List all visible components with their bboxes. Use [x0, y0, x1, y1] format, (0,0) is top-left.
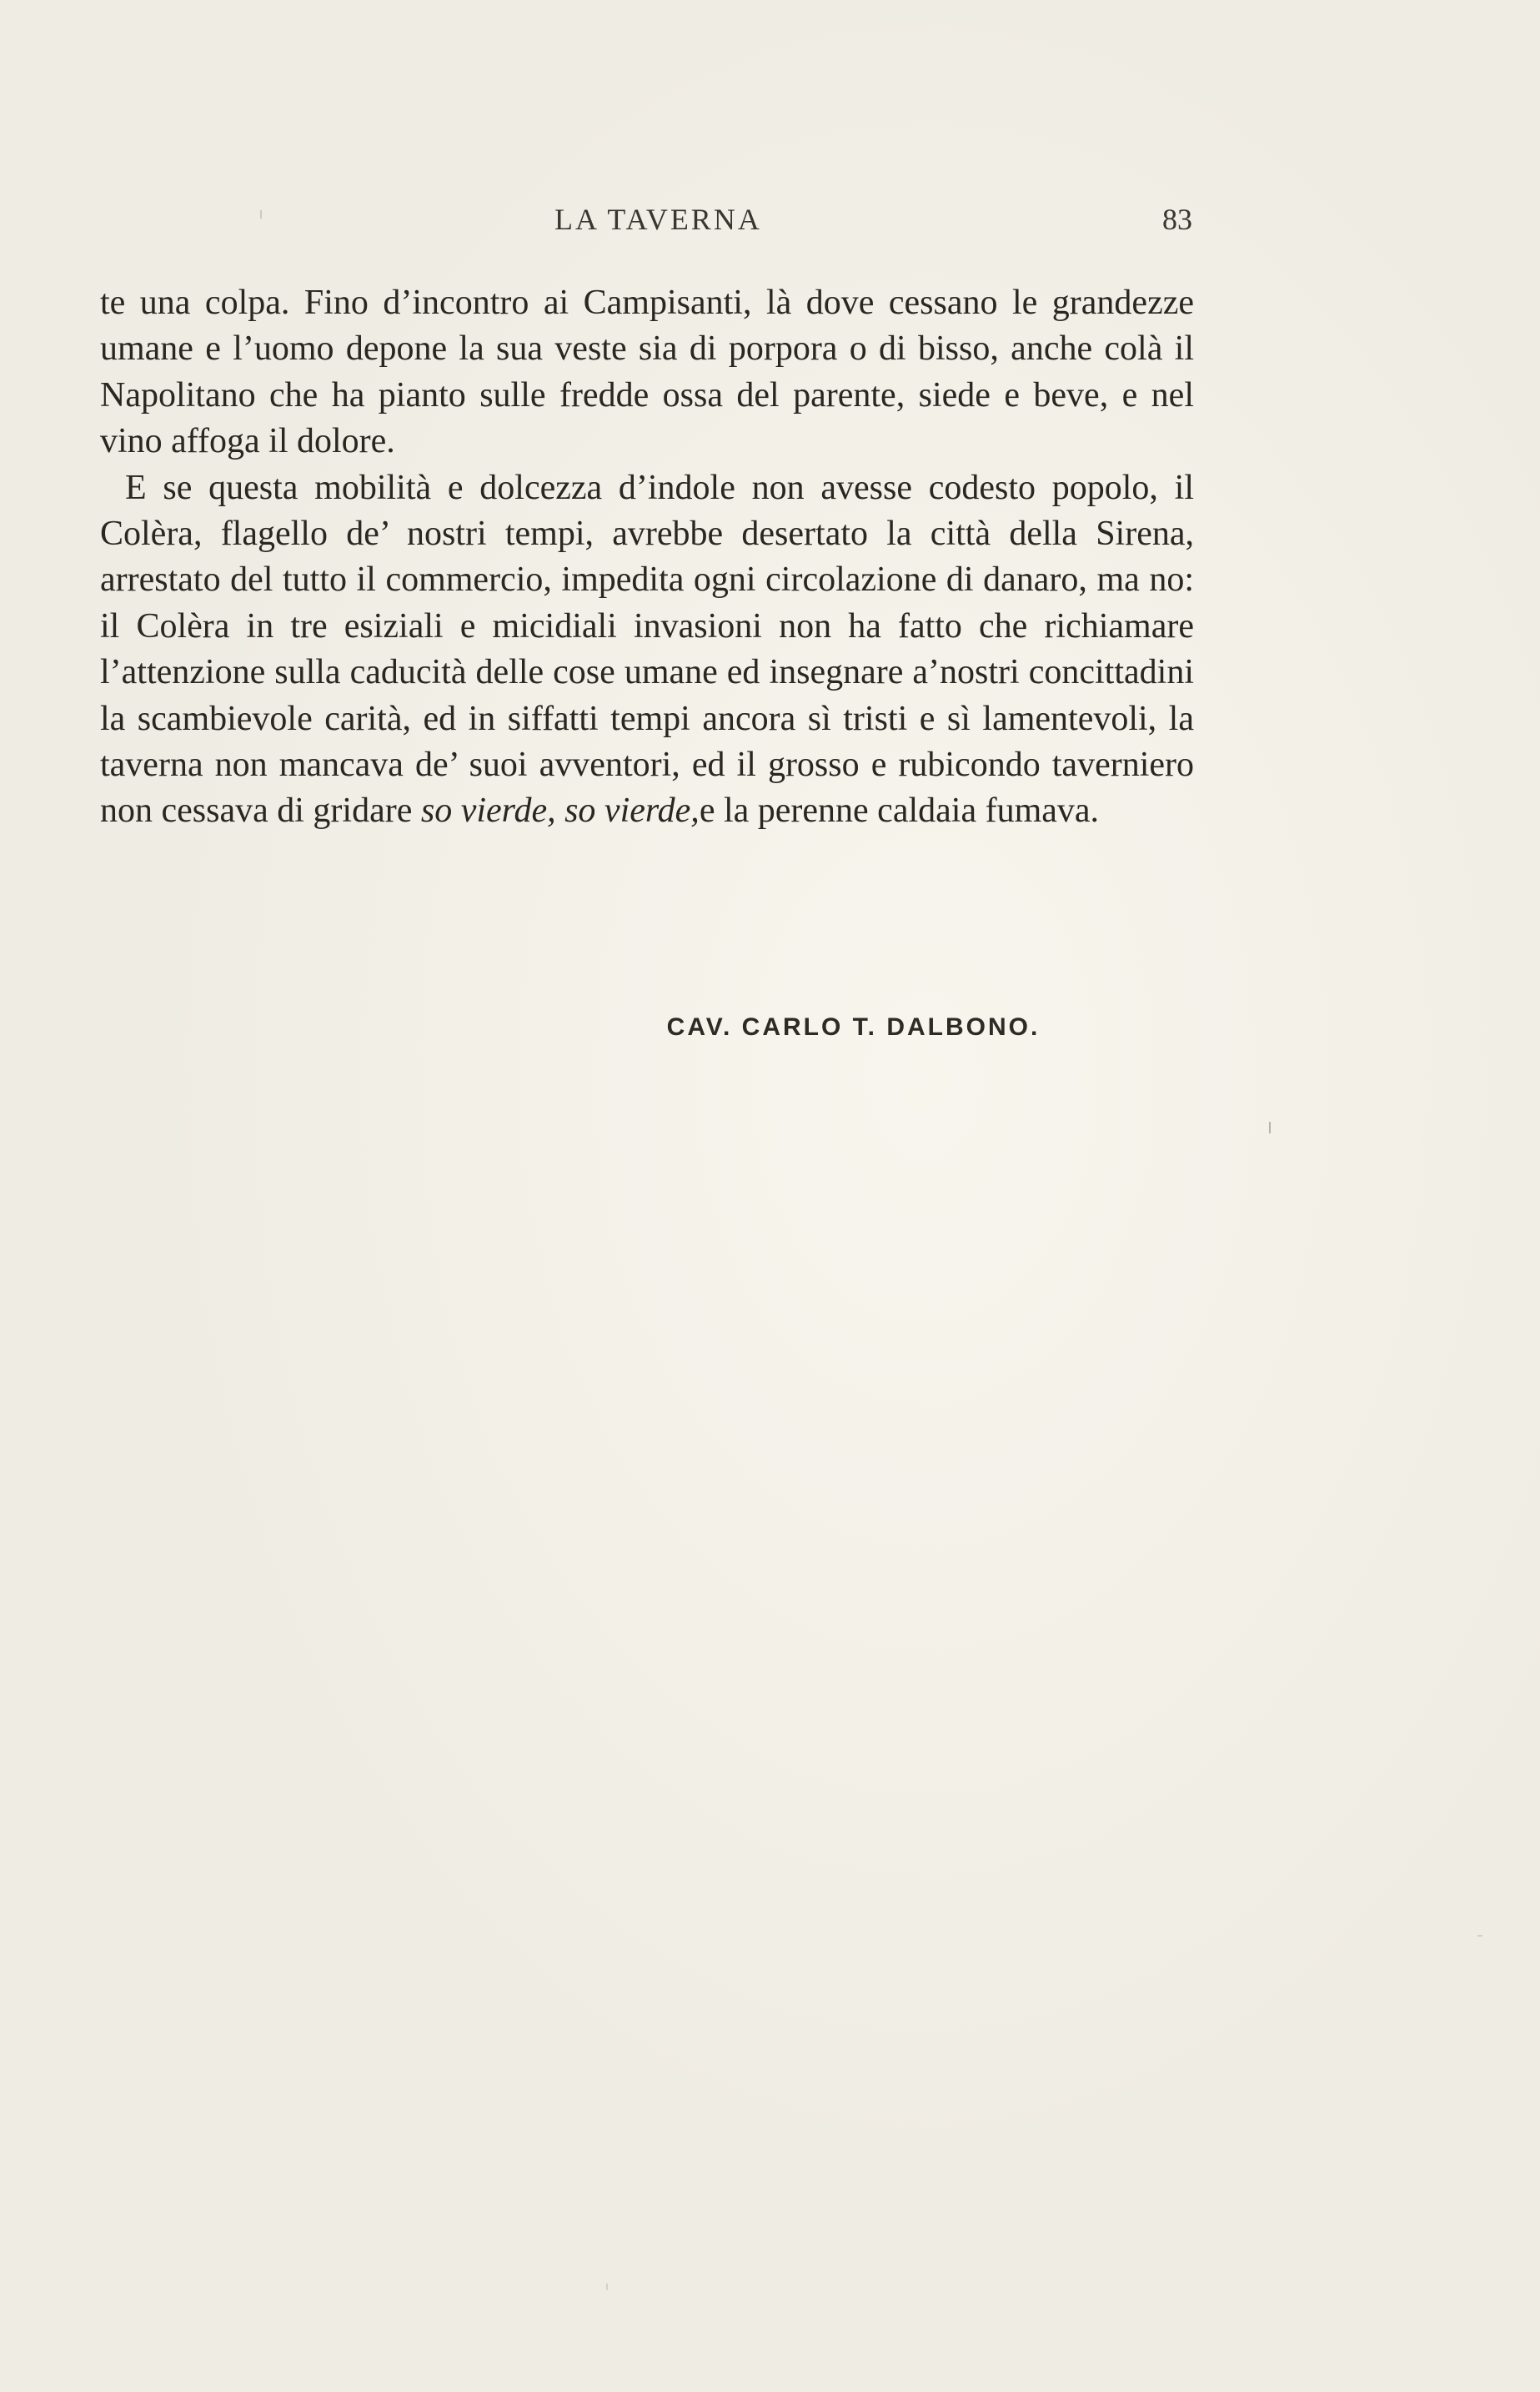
- author-signature: [0, 1013, 1540, 1042]
- paper-speck: [1269, 1122, 1271, 1133]
- paragraph-2-text-a: E se questa mobilità e dolcezza d’indole non avesse codesto popolo, il Colèra, flagello de’ nostri tempi, avrebbe desertato la città della Sirena, arrestato del tutto il commercio, impedita ogni circolazione di danaro, ma no: il Colèra in tre esiziali e micidiali invasioni non ha fatto che richiamare l’attenzione sulla caducità delle cose umane ed insegnare a’nostri concittadini la scambievole carità, ed in siffatti tempi ancora sì tristi e sì lamentevoli, la taverna non mancava de’ suoi avventori, ed il grosso e rubicondo taverniero non cessava di gridare: [100, 468, 1194, 831]
- paragraph-2-text-b: e la perenne caldaia fumava.: [699, 791, 1100, 831]
- paper-speck: [1477, 1935, 1482, 1937]
- page-number: 83: [1162, 203, 1192, 236]
- paragraph-1: te una colpa. Fino d’incontro ai Campisanti, là dove cessano le grandezze umane e l’uomo depone la sua veste sia di porpora o di bisso, anche colà il Napolitano che ha pianto sulle fredde ossa del parente, siede e beve, e nel vino affoga il dolore.: [100, 284, 1194, 461]
- running-head: [100, 202, 1192, 252]
- body-text: [100, 280, 1194, 835]
- running-title: LA TAVERNA: [554, 203, 762, 236]
- paragraph-2: [100, 465, 1194, 835]
- author-signature-text: CAV. CARLO T. DALBONO.: [666, 1013, 1041, 1041]
- paragraph-2-italic-phrase: so vierde, so vierde,: [420, 791, 700, 831]
- paper-speck: [606, 2284, 608, 2290]
- paper-speck: [260, 210, 262, 219]
